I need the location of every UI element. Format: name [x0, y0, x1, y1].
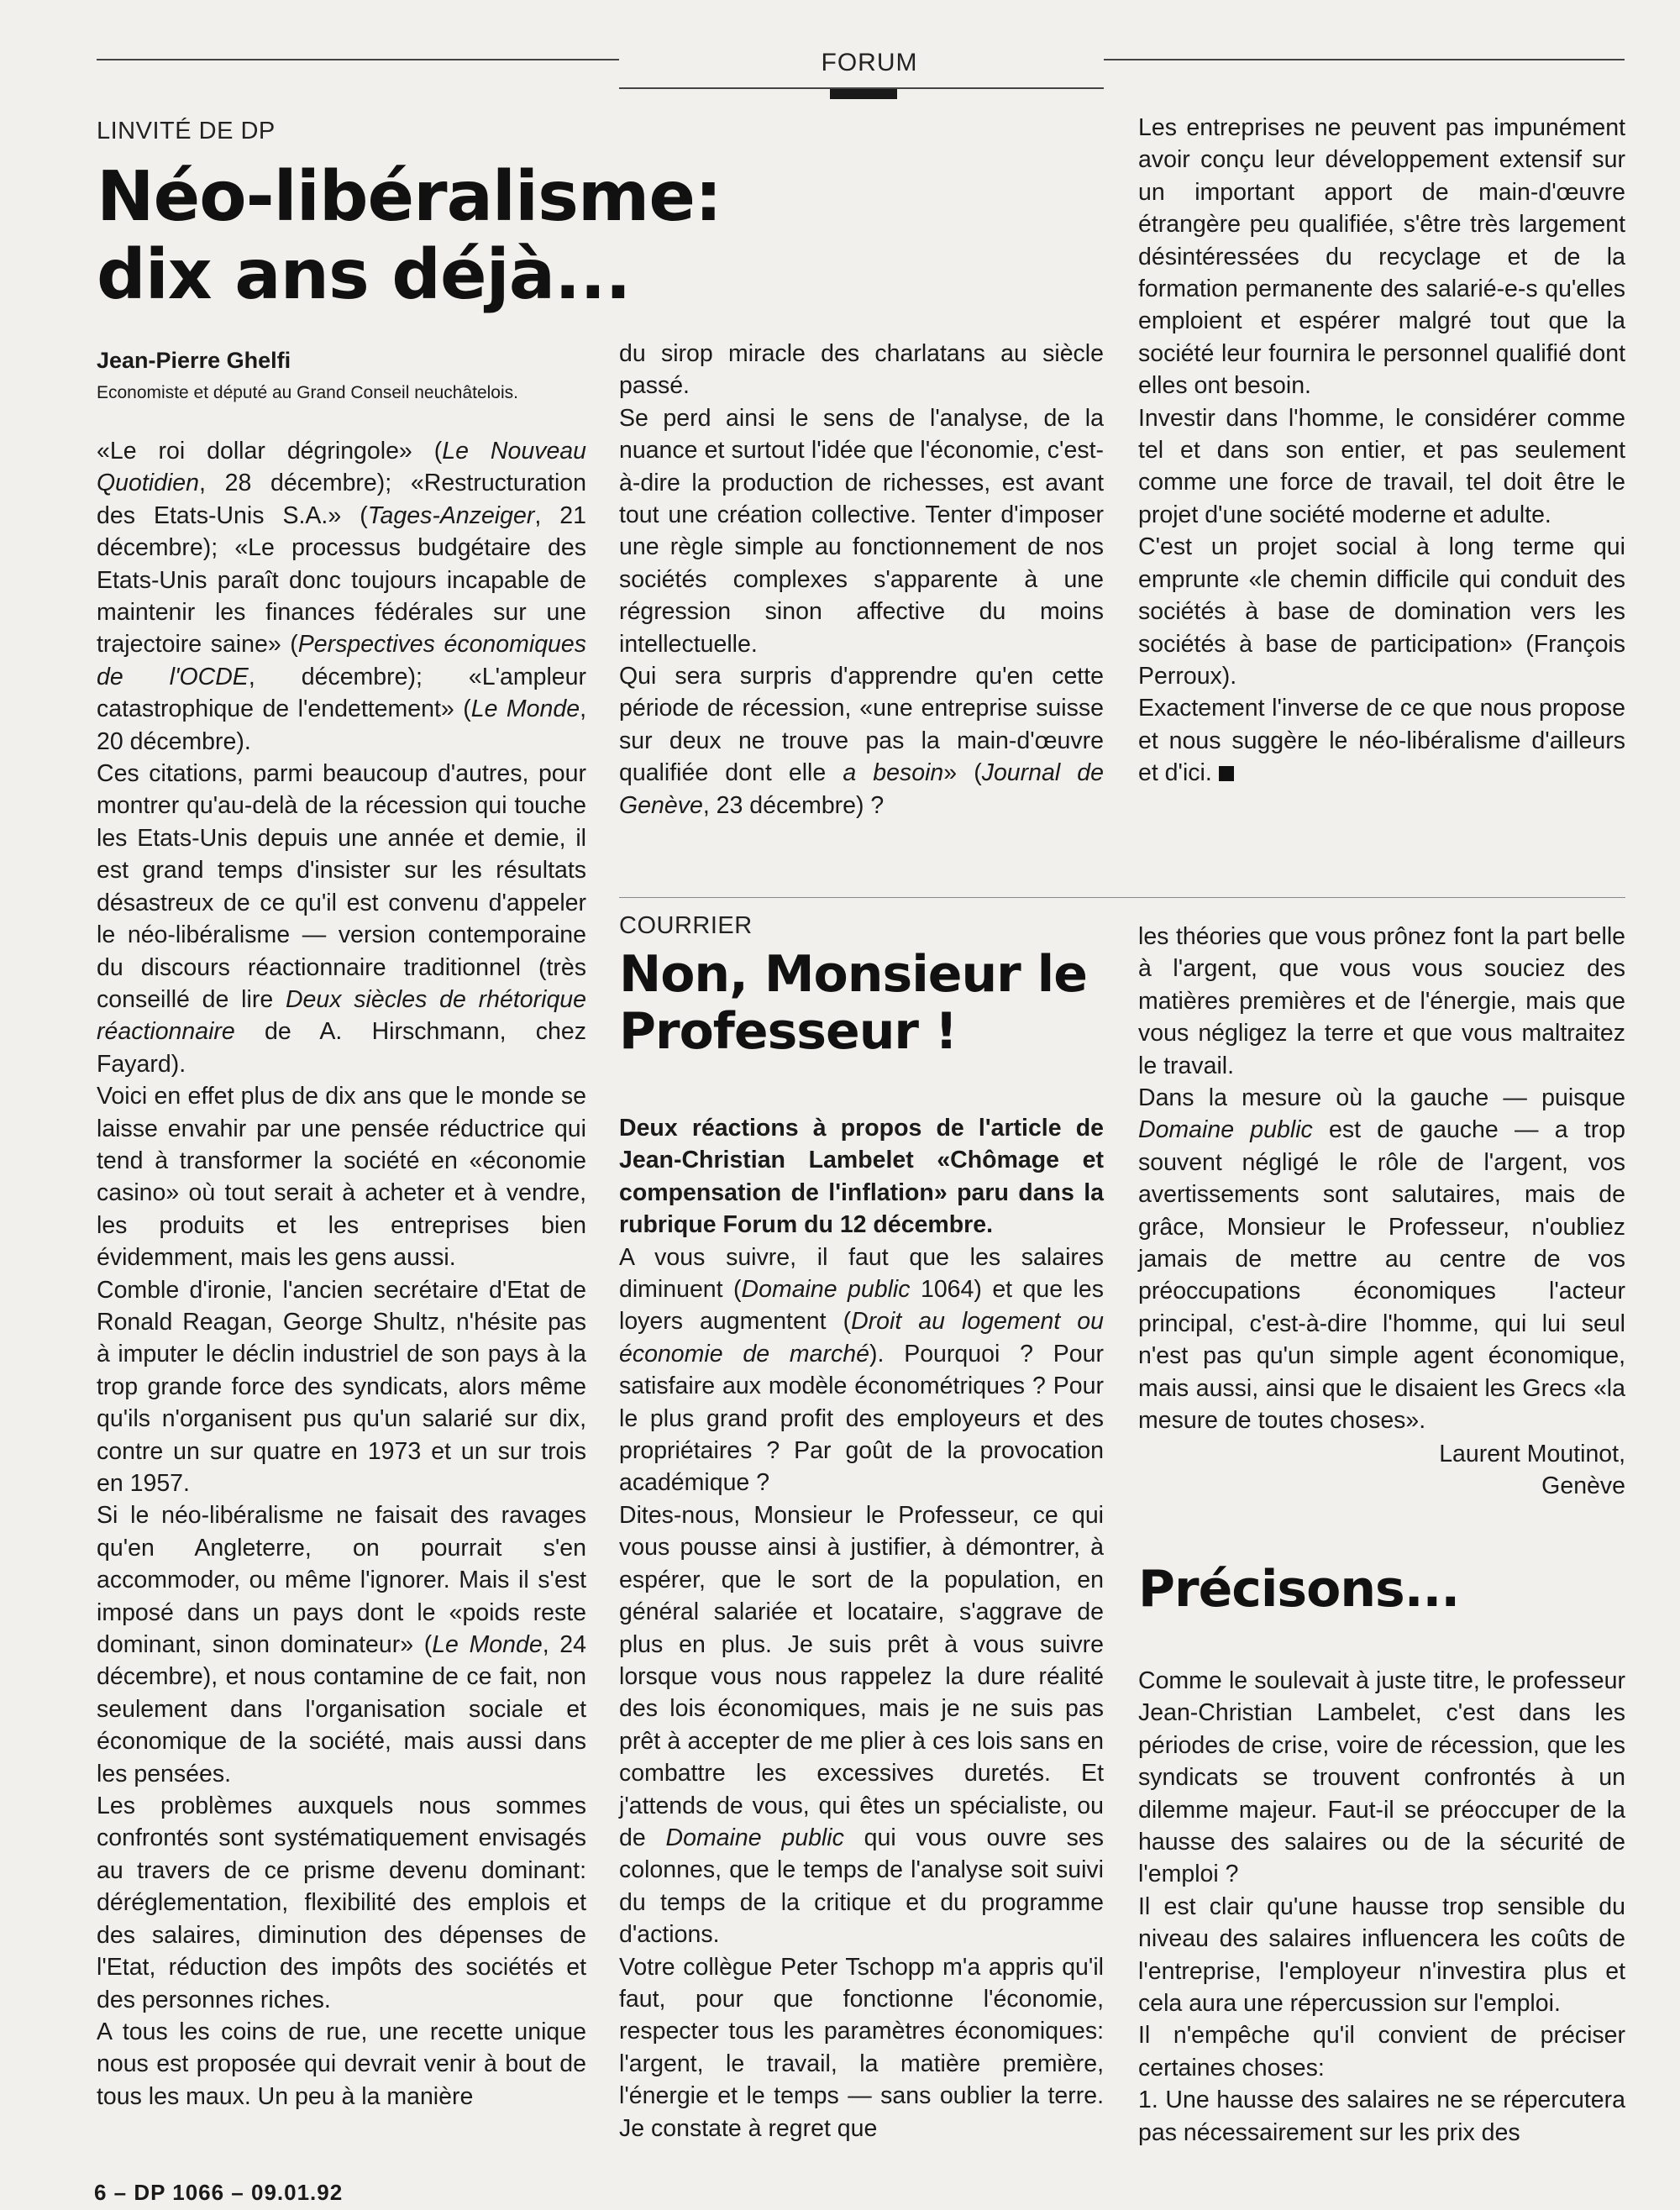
article3-title: Précisons... [1138, 1560, 1460, 1619]
header-rule-right [1104, 59, 1625, 60]
article1-title-line1: Néo-libéralisme: [97, 157, 722, 237]
paragraph: C'est un projet social à long terme qui emprunte «le chemin difficile qui conduit des sociétés à base de domination vers les sociétés à base de participation» (François Perroux). [1138, 533, 1625, 690]
article2-kicker: COURRIER [619, 912, 753, 939]
article2-column2 [619, 1112, 1104, 2144]
section-label: FORUM [821, 49, 918, 76]
article1-column3 [1138, 112, 1625, 790]
paragraph: Les entreprises ne peuvent pas impunément avoir conçu leur développement extensif sur un important apport de main-d'œuvre étrangère peu qualifiée, s'être très largement désintéressées du recyclage et de la formation permanente des salarié-e-s qu'elles emploient et espérer malgré tout que la société leur fournira le personnel qualifié dont elles ont besoin. [1138, 114, 1625, 400]
end-of-article-mark [1219, 766, 1234, 781]
article1-title-line2: dix ans déjà... [97, 235, 631, 316]
paragraph: Ces citations, parmi beaucoup d'autres, pour montrer qu'au-delà de la récession qui touche les Etats-Unis depuis une année et demie, il est grand temps d'insister sur les résultats désastreux de ce qu'il est convenu d'appeler le néo-libéralisme — version contemporaine du discours réactionnaire traditionnel (très conseillé de lire Deux siècles de rhétorique réactionnaire de A. Hirschmann, chez Fayard). [97, 760, 587, 1078]
paragraph: Les problèmes auxquels nous sommes confrontés sont systématiquement envisagés au travers de ce prisme devenu dominant: déréglementation, flexibilité des emplois et des salaires, diminution des dépenses de l'Etat, réduction des impôts des sociétés et des personnes riches. [97, 1793, 586, 2013]
paragraph: du sirop miracle des charlatans au siècle passé. [619, 340, 1104, 400]
article2-title [619, 946, 1104, 1061]
paragraph: Votre collègue Peter Tschopp m'a appris qu'il faut, pour que fonctionne l'économie, respecter tous les paramètres économiques: l'argent, le travail, la matière première, l'énergie et le temps — sans oublier la terre. Je constate à regret que [619, 1953, 1104, 2142]
article1-author: Jean-Pierre Ghelfi [97, 348, 291, 373]
article2-title-line2: Professeur ! [619, 1002, 958, 1062]
section-tab-marker [830, 89, 897, 99]
article1-column2 [619, 338, 1104, 822]
article1-kicker: LINVITÉ DE DP [97, 118, 276, 144]
paragraph: Investir dans l'homme, le considérer comme tel et dans son entier, et pas seulement comme une force de travail, tel doit être le projet d'une société moderne et adulte. [1138, 404, 1625, 528]
paragraph: Se perd ainsi le sens de l'analyse, de la nuance et surtout l'idée que l'économie, c'est-à-dire la production de richesses, est avant tout une création collective. Tenter d'imposer une règle simple au fonctionnement de nos sociétés complexes s'apparente à une régression sinon affective du moins intellectuelle. [619, 404, 1104, 658]
paragraph: Dites-nous, Monsieur le Professeur, ce qui vous pousse ainsi à justifier, à démontrer, à espérer, que le sort de la population, en général salariée et locataire, s'aggrave de plus en plus. Je suis prêt à vous suivre lorsque vous nous rappelez la dure réalité des lois économiques, mais je ne suis pas prêt à accepter de me plier à ces lois sans en combattre les excessives duretés. Et j'attends de vous, qui êtes un spécialiste, ou de Domaine public qui vous ouvre ses colonnes, que le temps de l'analyse soit suivi du temps de la critique et du programme d'actions. [619, 1501, 1104, 1949]
paragraph: A tous les coins de rue, une recette unique nous est proposée qui devrait venir à bout de tous les maux. Un peu à la manière [97, 2018, 586, 2110]
paragraph: Deux réactions à propos de l'article de Jean-Christian Lambelet «Chômage et compensation de l'inflation» paru dans la rubrique Forum du 12 décembre. [619, 1115, 1104, 1239]
section-divider [619, 897, 1625, 898]
article2-title-line1: Non, Monsieur le [619, 945, 1087, 1004]
paragraph: «Le roi dollar dégringole» (Le Nouveau Quotidien, 28 décembre); «Restructuration des Etats-Unis S.A.» (Tages-Anzeiger, 21 décembre); «Le processus budgétaire des Etats-Unis paraît donc toujours incapable de maintenir les finances fédérales sur une trajectoire saine» (Perspectives économiques de l'OCDE, décembre); «L'ampleur catastrophique de l'endettement» (Le Monde, 20 décembre). [97, 438, 586, 755]
article2-column3 [1138, 921, 1625, 1437]
paragraph: Exactement l'inverse de ce que nous propose et nous suggère le néo-libéralisme d'ailleurs et d'ici. [1138, 695, 1625, 787]
paragraph: Comme le soulevait à juste titre, le professeur Jean-Christian Lambelet, c'est dans les périodes de crise, voire de récession, que les syndicats se trouvent confrontés à un dilemme majeur. Faut-il se préoccuper de la hausse des salaires ou de la sécurité de l'emploi ? [1138, 1667, 1625, 1888]
paragraph: Il n'empêche qu'il convient de préciser certaines choses: [1138, 2022, 1625, 2081]
paragraph: Il est clair qu'une hausse trop sensible du niveau des salaires influencera les coûts de l'entreprise, l'employeur n'investira plus et cela aura une répercussion sur l'emploi. [1138, 1892, 1625, 2018]
page-footer: 6 – DP 1066 – 09.01.92 [94, 2180, 344, 2205]
signature-place: Genève [1541, 1472, 1625, 1500]
paragraph: Dans la mesure où la gauche — puisque Domaine public est de gauche — a trop souvent négligé le rôle de l'argent, vos avertissements sont salutaires, mais de grâce, Monsieur le Professeur, n'oubliez jamais de mettre au centre de vos préoccupations économiques l'acteur principal, c'est-à-dire l'homme, qui lui seul n'est pas qu'un simple agent économique, mais aussi, ainsi que le disaient les Grecs «la mesure de toutes choses». [1138, 1084, 1625, 1435]
paragraph: Qui sera surpris d'apprendre qu'en cette période de récession, «une entreprise suisse sur deux ne trouve pas la main-d'œuvre qualifiée dont elle a besoin» (Journal de Genève, 23 décembre) ? [619, 663, 1104, 819]
article2-signature [1138, 1438, 1625, 1503]
article3-column3 [1138, 1665, 1625, 2149]
signature-name: Laurent Moutinot, [1439, 1441, 1625, 1467]
article1-column1 [97, 435, 586, 2113]
article1-author-role: Economiste et député au Grand Conseil neuchâtelois. [97, 383, 518, 402]
header-rule-left [97, 59, 619, 60]
article1-title [97, 157, 722, 316]
paragraph: les théories que vous prônez font la part belle à l'argent, que vous vous souciez des matières premières et de l'énergie, mais que vous négligez la terre et que vous maltraitez le travail. [1138, 923, 1625, 1079]
paragraph: A vous suivre, il faut que les salaires diminuent (Domaine public 1064) et que les loyers augmentent (Droit au logement ou économie de marché). Pourquoi ? Pour satisfaire aux modèle économétriques ? Pour le plus grand profit des employeurs et des propriétaires ? Par goût de la provocation académique ? [619, 1243, 1104, 1497]
paragraph: Voici en effet plus de dix ans que le monde se laisse envahir par une pensée réductrice qui tend à transformer la société en «économie casino» où tout serait à acheter et à vendre, les produits et les entreprises bien évidemment, mais les gens aussi. [97, 1083, 586, 1272]
paragraph: Comble d'ironie, l'ancien secrétaire d'Etat de Ronald Reagan, George Shultz, n'hésite pas à imputer le déclin industriel de son pays à la trop grande force des syndicats, alors même qu'ils n'organisent pus qu'un salarié sur dix, contre un sur quatre en 1973 et un sur trois en 1957. [97, 1276, 586, 1497]
paragraph: 1. Une hausse des salaires ne se répercutera pas nécessairement sur les prix des [1138, 2087, 1625, 2146]
paragraph: Si le néo-libéralisme ne faisait des ravages qu'en Angleterre, on pourrait s'en accommoder, ou même l'ignorer. Mais il s'est imposé dans un pays dont le «poids reste dominant, sinon dominateur» (Le Monde, 24 décembre), et nous contamine de ce fait, non seulement dans l'organisation sociale et économique de la société, mais aussi dans les pensées. [97, 1502, 586, 1787]
